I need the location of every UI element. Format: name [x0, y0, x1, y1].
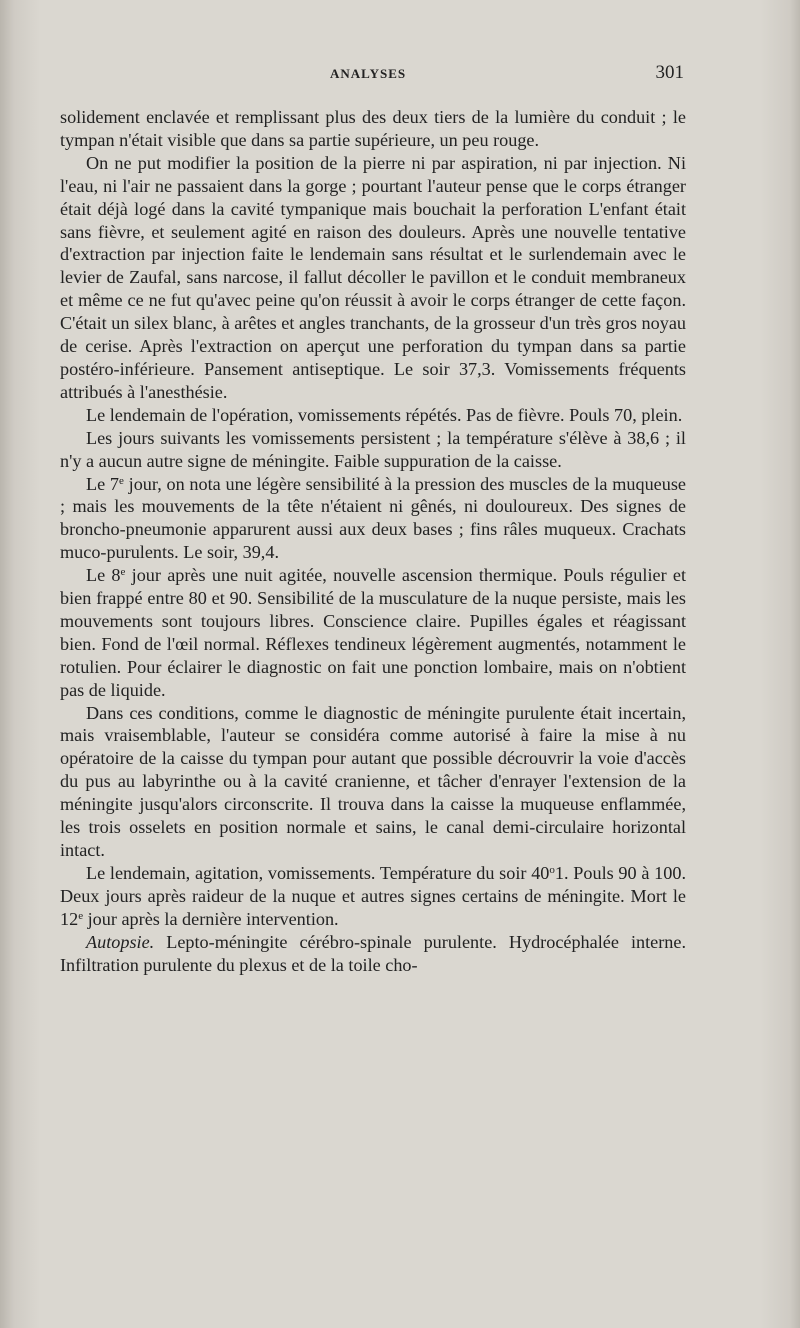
superscript: e: [119, 474, 124, 487]
paragraph: [60, 106, 686, 152]
page-header: [60, 62, 686, 86]
paragraph-text: On ne put modifier la position de la pierre ni par aspiration, ni par injection. Ni l'eau, ni l'air ne passaient dans la gorge ; pourtant l'auteur pense que le corps étranger était déjà logé dans la cavité tympanique mais bouchait la perforation L'enfant était sans fièvre, et seulement agité en raison des douleurs. Après une nouvelle tentative d'extraction par injection faite le lendemain sans résultat et le surlendemain avec le levier de Zaufal, sans narcose, il fallut décoller le pavillon et le conduit membraneux et même ce ne fut qu'avec peine qu'on réussit à avoir le corps étranger de cette façon. C'était un silex blanc, à arêtes et angles tranchants, de la grosseur d'un très gros noyau de cerise. Après l'extraction on aperçut une perforation du tympan dans sa partie postéro-inférieure. Pansement antiseptique. Le soir 37,3. Vomissements fréquents attribués à l'anesthésie.: [60, 152, 686, 402]
paragraph: [60, 702, 686, 862]
paragraph-text: jour, on nota une légère sensibilité à la pression des muscles de la muqueuse ; mais les mouvements de la tête n'étaient ni gênés, ni douloureux. Des signes de broncho-pneumonie apparurent aussi aux deux bases ; fins râles muqueux. Crachats muco-purulents. Le soir, 39,4.: [60, 473, 686, 563]
running-head: ANALYSES: [330, 66, 407, 81]
paragraph: [60, 427, 686, 473]
body-text: [60, 106, 686, 976]
superscript: o: [549, 863, 555, 876]
paragraph: [60, 473, 686, 565]
paragraph: [60, 404, 686, 427]
paragraph-text: Le 8: [86, 565, 121, 586]
paragraph-text: Le lendemain de l'opération, vomissements répétés. Pas de fièvre. Pouls 70, plein.: [86, 404, 683, 425]
paragraph: [60, 564, 686, 701]
page-number: 301: [655, 62, 684, 83]
paragraph: [60, 152, 686, 404]
paragraph: [60, 931, 686, 977]
paragraph-text: Le lendemain, agitation, vomissements. Température du soir 40: [86, 862, 550, 883]
paragraph-text: jour après la dernière intervention.: [83, 908, 339, 929]
paragraph-text: Le 7: [86, 473, 120, 494]
paragraph-text: Les jours suivants les vomissements persistent ; la température s'élève à 38,6 ; il n'y a aucun autre signe de méningite. Faible suppuration de la caisse.: [60, 427, 686, 471]
superscript: e: [78, 909, 84, 922]
paragraph-text: jour après une nuit agitée, nouvelle ascension thermique. Pouls régulier et bien frappé entre 80 et 90. Sensibilité de la musculature de la nuque persiste, mais les mouvements sont toujours libres. Conscience claire. Pupilles égales et réagissant bien. Fond de l'œil normal. Réflexes tendineux légèrement augmentés, notamment le rotulien. Pour éclairer le diagnostic on fait une ponction lombaire, mais on n'obtient pas de liquide.: [60, 565, 687, 700]
paragraph-text: Lepto-méningite cérébro-spinale purulente. Hydrocéphalée interne. Infiltration purulente du plexus et de la toile cho-: [60, 931, 686, 975]
paragraph-text: Dans ces conditions, comme le diagnostic de méningite purulente était incertain, mais vraisemblable, l'auteur se considéra comme autorisé à faire la mise à nu opératoire de la caisse du tympan pour autant que possible décrouvrir la voie d'accès du pus au labyrinthe ou à la cavité cranienne, et tâcher d'enrayer l'extension de la méningite jusqu'alors circonscrite. Il trouva dans la caisse la muqueuse enflammée, les trois osselets en position normale et sains, le canal demi-circulaire horizontal intact.: [60, 702, 686, 860]
superscript: e: [120, 566, 126, 579]
paragraph: [60, 862, 686, 931]
paragraph-text: 1. Pouls 90 à 100. Deux jours après raideur de la nuque et autres signes certains de méningite. Mort le 12: [60, 862, 686, 929]
paragraph-text: solidement enclavée et remplissant plus des deux tiers de la lumière du conduit ; le tympan n'était visible que dans sa partie supérieure, un peu rouge.: [60, 107, 686, 150]
italic-text: Autopsie.: [86, 931, 155, 952]
